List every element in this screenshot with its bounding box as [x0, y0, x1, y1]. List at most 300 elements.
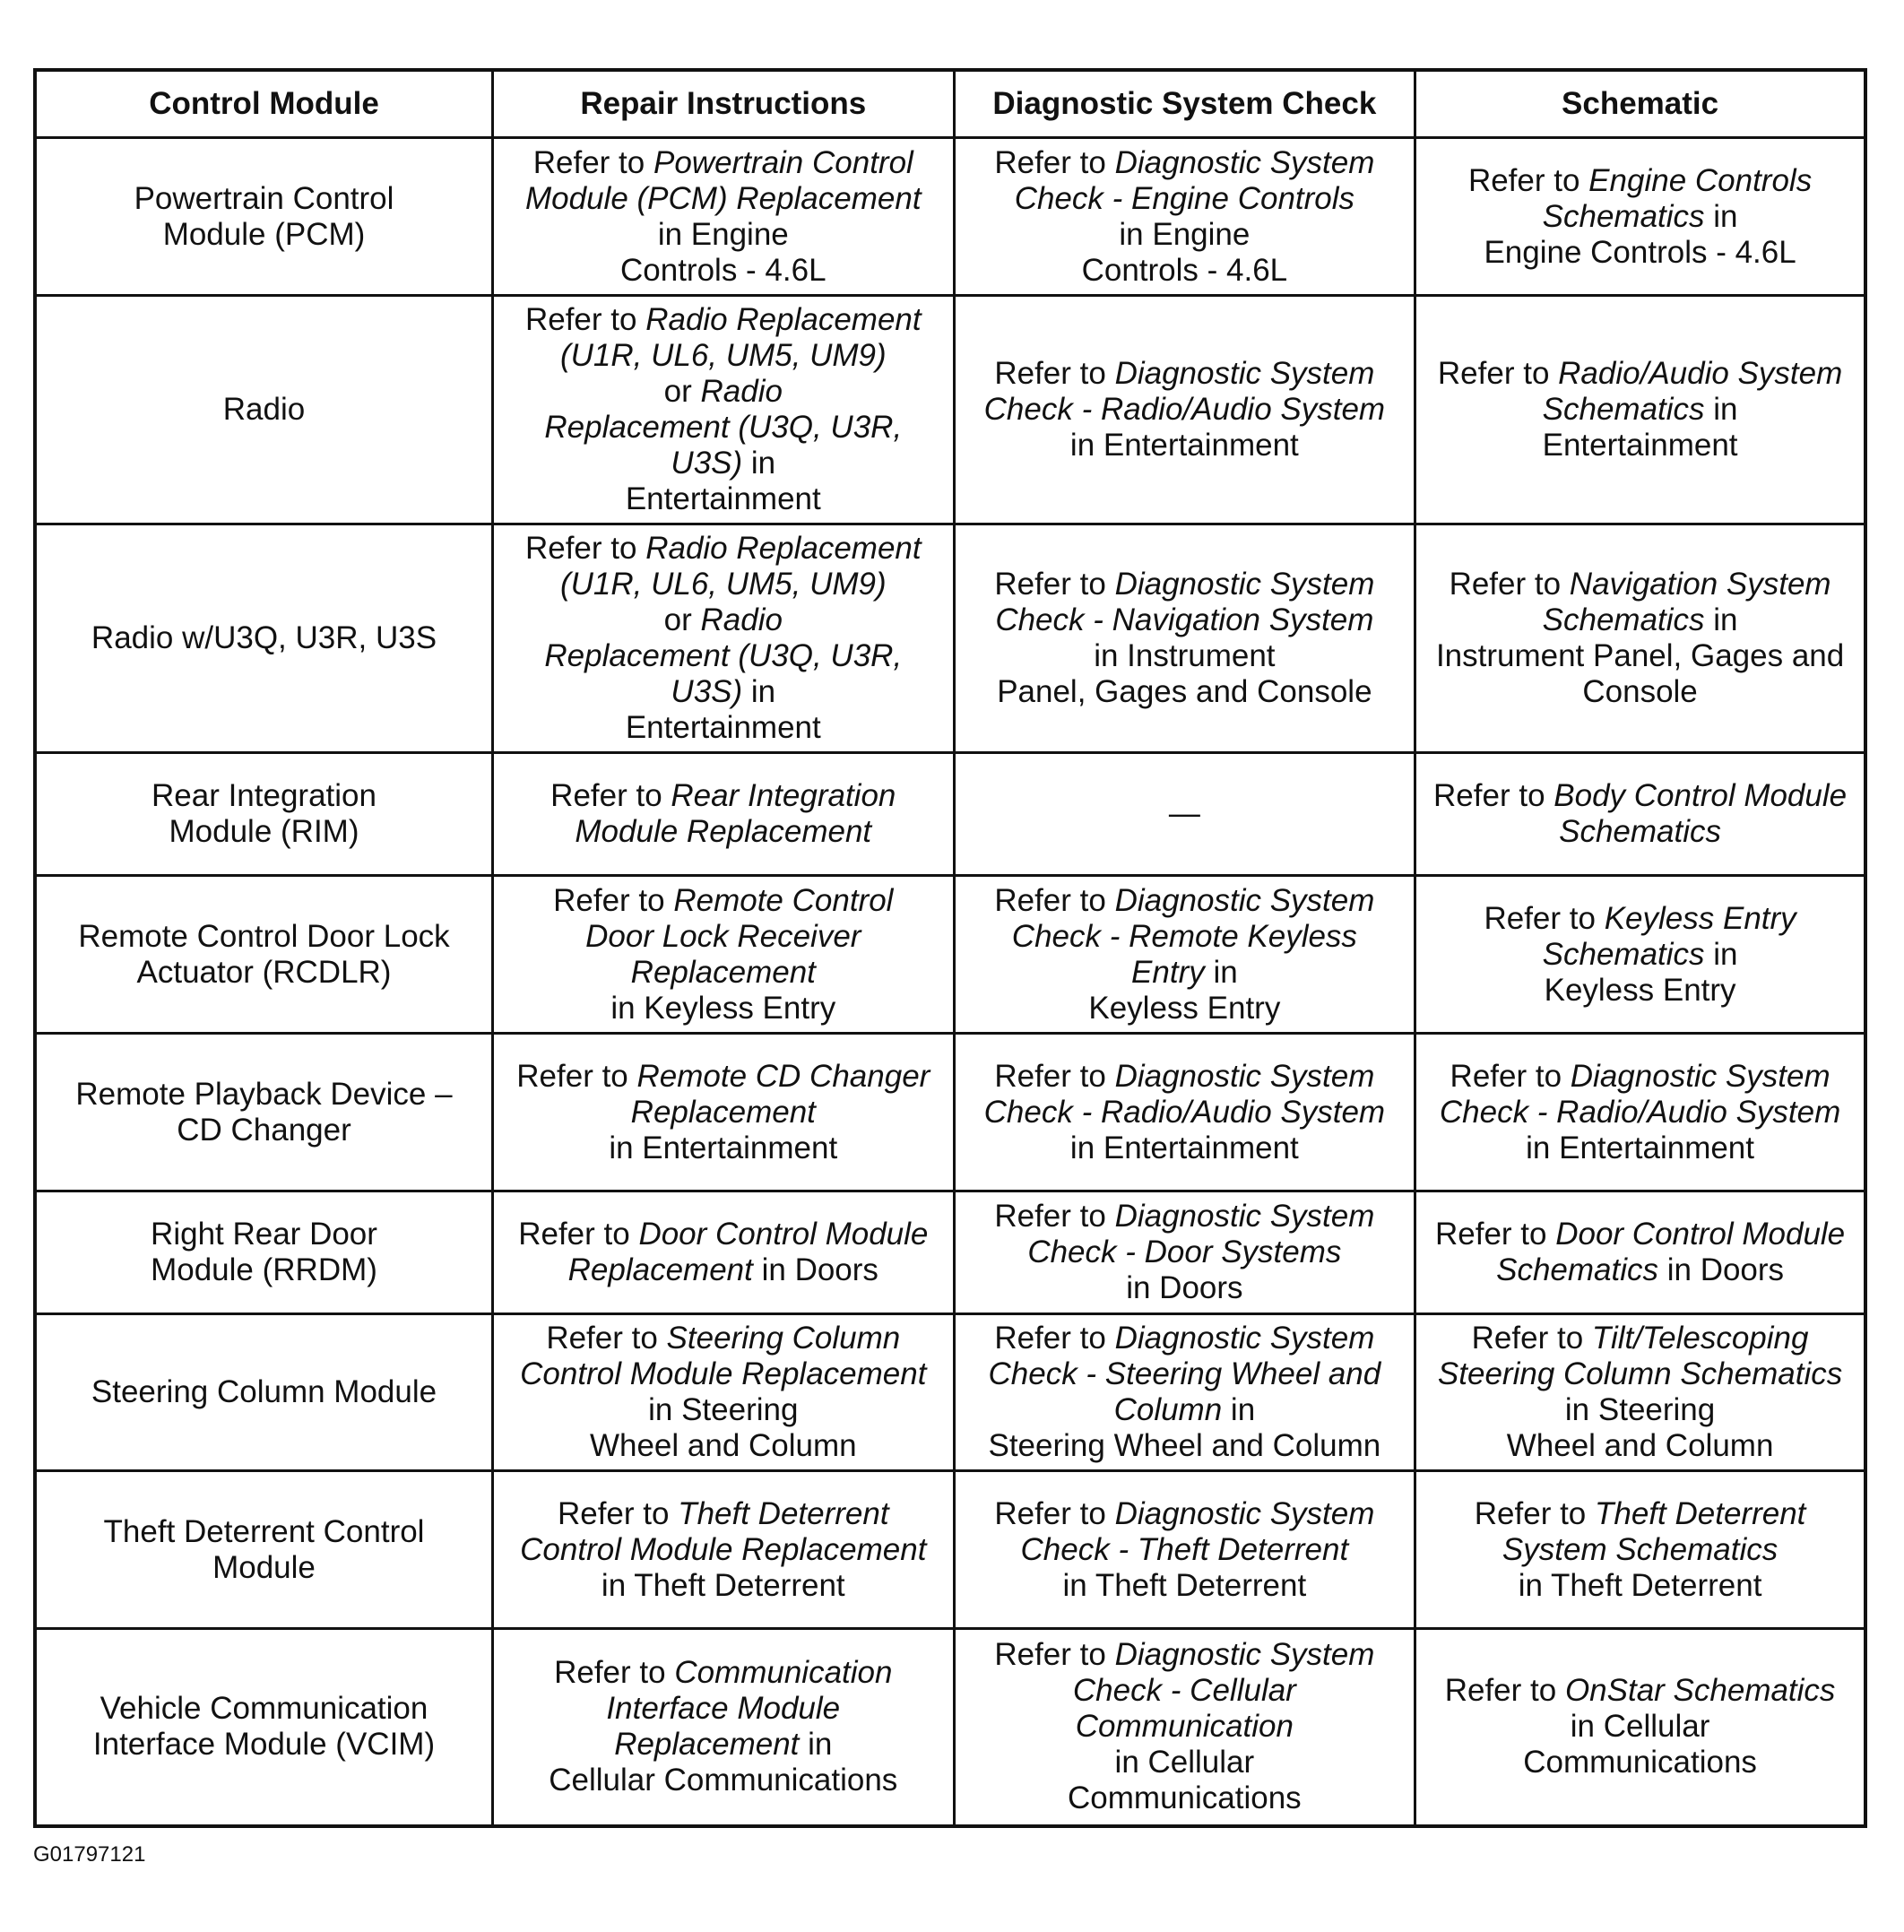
cell-line	[965, 1532, 1406, 1568]
cell-reference-title: Check - Theft Deterrent	[1020, 1531, 1349, 1567]
cell-reference-title: Door Lock Receiver	[585, 918, 861, 954]
cell-line	[503, 1691, 944, 1727]
cell-line	[1425, 1217, 1855, 1252]
cell-reference-title: Check - Radio/Audio System	[983, 1094, 1386, 1130]
cell-line	[503, 181, 944, 217]
cell-line	[1425, 1709, 1855, 1745]
cell-text: in Entertainment	[1526, 1130, 1755, 1165]
cell-reference-title: Schematics	[1542, 602, 1705, 637]
cell-line	[503, 1095, 944, 1131]
cell-reference-title: (U1R, UL6, UM5, UM9)	[559, 567, 887, 602]
cell-text: Refer to	[553, 882, 674, 918]
cell-text: in Engine	[657, 216, 789, 252]
cell-line	[46, 814, 482, 850]
cell-diagnostic-system-check	[954, 1471, 1415, 1629]
cell-line	[1425, 1568, 1855, 1604]
cell-line	[503, 374, 944, 410]
cell-line	[965, 1059, 1406, 1095]
cell-text: Refer to	[1450, 1058, 1571, 1094]
cell-reference-title: Control Module Replacement	[520, 1531, 927, 1567]
cell-line	[46, 620, 482, 656]
cell-line	[965, 181, 1406, 217]
cell-text: Refer to	[1471, 1321, 1592, 1356]
cell-reference-title: Theft Deterrent	[1595, 1495, 1806, 1531]
cell-line	[46, 1691, 482, 1727]
cell-reference-title: Check - Cellular	[1072, 1673, 1296, 1709]
cell-schematic	[1415, 753, 1865, 876]
cell-reference-title: Column	[1113, 1392, 1223, 1427]
cell-line	[965, 1568, 1406, 1604]
cell-line	[965, 217, 1406, 253]
cell-line	[1425, 392, 1855, 428]
cell-text: in	[1704, 392, 1738, 427]
cell-text: Refer to	[524, 302, 646, 337]
cell-reference-title: Diagnostic System	[1114, 1321, 1375, 1356]
cell-line	[965, 1270, 1406, 1306]
header-schematic: Schematic	[1415, 70, 1865, 138]
cell-reference-title: Module (PCM) Replacement	[525, 180, 922, 216]
cell-line	[1425, 1356, 1855, 1392]
cell-text: in	[742, 674, 776, 709]
cell-control-module	[35, 1629, 493, 1826]
cell-reference-title: Check - Engine Controls	[1014, 180, 1355, 216]
cell-text: in Keyless Entry	[610, 990, 836, 1026]
cell-text: CD Changer	[177, 1112, 351, 1148]
cell-control-module	[35, 876, 493, 1034]
cell-line	[1425, 778, 1855, 814]
cell-text: Refer to	[516, 1058, 637, 1094]
cell-control-module	[35, 1191, 493, 1314]
cell-reference-title: Schematics	[1542, 936, 1705, 972]
table-row	[35, 1471, 1865, 1629]
cell-line	[965, 428, 1406, 464]
cell-repair-instructions	[493, 753, 955, 876]
cell-text: Controls - 4.6L	[1081, 252, 1288, 288]
cell-line	[46, 1514, 482, 1550]
cell-reference-title: Replacement	[630, 954, 816, 990]
cell-diagnostic-system-check	[954, 1314, 1415, 1471]
cell-text: Module (PCM)	[162, 216, 366, 252]
cell-line	[965, 1095, 1406, 1131]
cell-line	[46, 1113, 482, 1148]
cell-line	[503, 1428, 944, 1464]
cell-reference-title: Check - Remote Keyless	[1011, 918, 1357, 954]
cell-line	[503, 145, 944, 181]
cell-schematic	[1415, 876, 1865, 1034]
cell-line	[1425, 602, 1855, 638]
cell-reference-title: Navigation System	[1569, 567, 1831, 602]
cell-text: Steering Wheel and Column	[988, 1428, 1381, 1463]
cell-diagnostic-system-check	[954, 1629, 1415, 1826]
cell-diagnostic-system-check	[954, 524, 1415, 753]
cell-line	[965, 1235, 1406, 1270]
cell-text: Module (RIM)	[169, 814, 359, 849]
cell-line	[503, 1392, 944, 1428]
cell-control-module	[35, 1034, 493, 1191]
cell-text: in	[1222, 1392, 1256, 1427]
cell-line	[503, 338, 944, 374]
cell-text: Refer to	[994, 356, 1115, 391]
cell-text: in	[799, 1727, 833, 1763]
cell-schematic	[1415, 138, 1865, 296]
cell-reference-title: Radio	[700, 602, 783, 637]
cell-text: Refer to	[532, 144, 653, 180]
cell-text: Refer to	[1437, 356, 1559, 391]
cell-line	[503, 1217, 944, 1252]
cell-reference-title: Schematics	[1542, 392, 1705, 427]
cell-text: Refer to	[994, 144, 1115, 180]
cell-reference-title: Door Control Module	[638, 1217, 929, 1252]
cell-line	[965, 1496, 1406, 1532]
cell-text: in	[1704, 198, 1738, 234]
cell-text: in Doors	[1126, 1270, 1243, 1305]
cell-reference-title: Diagnostic System	[1114, 1058, 1375, 1094]
cell-reference-title: Replacement (U3Q, U3R,	[544, 638, 903, 673]
cell-line	[46, 1077, 482, 1113]
cell-line	[503, 638, 944, 674]
cell-reference-title: System Schematics	[1502, 1531, 1779, 1567]
cell-reference-title: Steering Column	[666, 1321, 901, 1356]
cell-line	[46, 1550, 482, 1586]
cell-diagnostic-system-check	[954, 138, 1415, 296]
cell-repair-instructions	[493, 296, 955, 524]
cell-text: in Steering	[1564, 1392, 1716, 1427]
table-row	[35, 1314, 1865, 1471]
cell-text: Refer to	[994, 882, 1115, 918]
cell-control-module	[35, 1314, 493, 1471]
cell-reference-title: Module Replacement	[575, 814, 872, 849]
table-row	[35, 524, 1865, 753]
cell-text: Radio w/U3Q, U3R, U3S	[91, 620, 437, 655]
cell-line	[1425, 814, 1855, 850]
cell-text: in Theft Deterrent	[1518, 1567, 1762, 1603]
cell-text: in Entertainment	[609, 1130, 838, 1165]
cell-schematic	[1415, 1034, 1865, 1191]
cell-reference-title: Check - Radio/Audio System	[1439, 1094, 1841, 1130]
cell-reference-title: Schematics	[1496, 1252, 1658, 1287]
table-row	[35, 1034, 1865, 1191]
cell-diagnostic-system-check	[954, 876, 1415, 1034]
cell-line	[1425, 1059, 1855, 1095]
cell-line	[965, 674, 1406, 710]
cell-line	[503, 674, 944, 710]
cell-line	[503, 1059, 944, 1095]
cell-reference-title: Check - Door Systems	[1027, 1235, 1342, 1269]
cell-line	[965, 253, 1406, 289]
cell-text: Cellular Communications	[549, 1763, 898, 1798]
table-row	[35, 753, 1865, 876]
cell-line	[503, 1532, 944, 1568]
cell-control-module	[35, 296, 493, 524]
cell-line	[1425, 901, 1855, 937]
cell-line	[1425, 1745, 1855, 1780]
cell-line	[965, 1709, 1406, 1745]
cell-reference-title: U3S)	[671, 446, 743, 481]
cell-text: Right Rear Door	[151, 1217, 377, 1252]
cell-reference-title: Steering Column Schematics	[1437, 1356, 1843, 1391]
cell-line	[1425, 937, 1855, 973]
cell-line	[503, 1252, 944, 1288]
cell-line	[1425, 567, 1855, 602]
cell-line	[965, 145, 1406, 181]
header-repair-instructions: Repair Instructions	[493, 70, 955, 138]
cell-line	[965, 991, 1406, 1027]
cell-line	[503, 778, 944, 814]
cell-line	[1425, 1321, 1855, 1356]
cell-text: Module (RRDM)	[151, 1252, 377, 1287]
cell-line	[965, 919, 1406, 955]
cell-text: in	[742, 446, 776, 481]
cell-line	[1425, 1428, 1855, 1464]
cell-line	[503, 253, 944, 289]
cell-text: Refer to	[1484, 900, 1605, 936]
cell-line	[503, 1655, 944, 1691]
table-row	[35, 876, 1865, 1034]
cell-line	[1425, 1496, 1855, 1532]
cell-text: in Instrument	[1094, 638, 1276, 673]
cell-reference-title: Powertrain Control	[653, 144, 913, 180]
cell-text: Powertrain Control	[134, 180, 394, 216]
cell-text: in	[1704, 602, 1738, 637]
cell-text: Refer to	[554, 1655, 675, 1691]
cell-line	[503, 1496, 944, 1532]
cell-text: in Doors	[752, 1252, 878, 1287]
cell-text: Steering Column Module	[91, 1374, 437, 1409]
cell-control-module	[35, 1471, 493, 1629]
cell-line	[1425, 973, 1855, 1009]
cell-text: Entertainment	[625, 710, 821, 745]
cell-text: Refer to	[1444, 1673, 1565, 1709]
cell-line	[503, 602, 944, 638]
cell-text: Keyless Entry	[1544, 972, 1736, 1008]
cell-reference-title: Remote Control	[673, 882, 894, 918]
cell-text: —	[1168, 796, 1200, 831]
cell-repair-instructions	[493, 1629, 955, 1826]
cell-text: Refer to	[1434, 1217, 1556, 1252]
cell-line	[965, 1428, 1406, 1464]
cell-line	[503, 531, 944, 567]
cell-line	[1425, 1252, 1855, 1288]
cell-reference-title: Keyless Entry	[1604, 900, 1796, 936]
cell-line	[503, 446, 944, 481]
cell-reference-title: Diagnostic System	[1114, 144, 1375, 180]
cell-line	[965, 567, 1406, 602]
cell-repair-instructions	[493, 1314, 955, 1471]
cell-line	[1425, 356, 1855, 392]
cell-reference-title: Communication	[1075, 1709, 1294, 1745]
cell-text: Wheel and Column	[589, 1428, 857, 1463]
table-row	[35, 296, 1865, 524]
cell-text: Vehicle Communication	[100, 1691, 428, 1727]
cell-line	[46, 217, 482, 253]
table-body	[35, 138, 1865, 1826]
cell-text: Communications	[1523, 1745, 1757, 1780]
cell-text: Engine Controls - 4.6L	[1484, 234, 1796, 270]
table-row	[35, 138, 1865, 296]
cell-schematic	[1415, 1314, 1865, 1471]
cell-line	[965, 1780, 1406, 1816]
cell-diagnostic-system-check	[954, 1191, 1415, 1314]
cell-repair-instructions	[493, 1034, 955, 1191]
cell-reference-title: Check - Steering Wheel and	[988, 1356, 1381, 1391]
cell-reference-title: Replacement (U3Q, U3R,	[544, 410, 903, 445]
cell-reference-title: Radio Replacement	[645, 531, 922, 566]
cell-reference-title: Replacement	[614, 1727, 800, 1763]
cell-text: in Entertainment	[1069, 1130, 1299, 1165]
cell-text: Refer to	[994, 1058, 1115, 1094]
cell-text: Refer to	[1449, 567, 1570, 602]
cell-line	[503, 1356, 944, 1392]
cell-line	[503, 710, 944, 746]
cell-text: Keyless Entry	[1088, 990, 1281, 1026]
cell-text: Actuator (RCDLR)	[136, 954, 392, 990]
cell-line	[503, 481, 944, 517]
cell-line	[1425, 638, 1855, 674]
cell-text: Refer to	[557, 1495, 679, 1531]
cell-schematic	[1415, 524, 1865, 753]
cell-line	[965, 1131, 1406, 1166]
header-control-module: Control Module	[35, 70, 493, 138]
cell-line	[1425, 1673, 1855, 1709]
control-module-table	[33, 68, 1867, 1828]
cell-line	[1425, 235, 1855, 271]
cell-reference-title: OnStar Schematics	[1564, 1673, 1836, 1709]
cell-line	[1425, 1392, 1855, 1428]
cell-line	[46, 392, 482, 428]
cell-reference-title: Door Control Module	[1555, 1217, 1846, 1252]
cell-line	[46, 1727, 482, 1763]
cell-line	[965, 1392, 1406, 1428]
table-row	[35, 1191, 1865, 1314]
cell-text: in Entertainment	[1069, 428, 1299, 463]
cell-line	[503, 1727, 944, 1763]
cell-reference-title: Rear Integration	[671, 778, 896, 813]
cell-line	[503, 1763, 944, 1798]
cell-line	[503, 814, 944, 850]
cell-reference-title: Radio/Audio System	[1558, 356, 1843, 391]
cell-reference-title: Communication	[674, 1655, 893, 1691]
cell-line	[965, 883, 1406, 919]
cell-line	[965, 392, 1406, 428]
cell-line	[503, 1131, 944, 1166]
cell-line	[965, 955, 1406, 991]
cell-line	[46, 1252, 482, 1288]
cell-text: Communications	[1068, 1780, 1302, 1816]
cell-text: Refer to	[524, 531, 646, 566]
cell-reference-title: Interface Module	[606, 1691, 841, 1727]
cell-control-module	[35, 138, 493, 296]
cell-diagnostic-system-check	[954, 296, 1415, 524]
table-row	[35, 1629, 1865, 1826]
cell-line	[965, 1321, 1406, 1356]
cell-repair-instructions	[493, 1191, 955, 1314]
cell-line	[965, 1745, 1406, 1780]
cell-text: Refer to	[518, 1217, 639, 1252]
cell-reference-title: Check - Navigation System	[995, 602, 1374, 637]
cell-line	[965, 1356, 1406, 1392]
cell-text: in Cellular	[1570, 1709, 1710, 1745]
cell-text: Refer to	[994, 1637, 1115, 1673]
cell-reference-title: Diagnostic System	[1114, 1495, 1375, 1531]
cell-text: Remote Control Door Lock	[78, 918, 450, 954]
cell-text: in	[1204, 954, 1238, 990]
cell-text: in Cellular	[1114, 1745, 1255, 1780]
cell-text: Refer to	[994, 1495, 1115, 1531]
cell-text: Controls - 4.6L	[620, 252, 827, 288]
cell-line	[1425, 1131, 1855, 1166]
cell-reference-title: Replacement	[567, 1252, 753, 1287]
cell-line	[503, 217, 944, 253]
cell-text: Refer to	[994, 1321, 1115, 1356]
cell-line	[965, 602, 1406, 638]
cell-reference-title: Diagnostic System	[1114, 356, 1375, 391]
cell-repair-instructions	[493, 138, 955, 296]
cell-reference-title: Check - Radio/Audio System	[983, 392, 1386, 427]
cell-reference-title: Radio Replacement	[645, 302, 922, 337]
cell-text: Refer to	[1467, 162, 1589, 198]
cell-text: Module	[212, 1549, 316, 1585]
cell-reference-title: Schematics	[1542, 198, 1705, 234]
cell-text: in Doors	[1658, 1252, 1785, 1287]
cell-line	[503, 1568, 944, 1604]
cell-line	[965, 638, 1406, 674]
cell-text: Interface Module (VCIM)	[92, 1727, 436, 1763]
cell-text: Refer to	[550, 778, 671, 813]
cell-schematic	[1415, 1191, 1865, 1314]
cell-line	[965, 1199, 1406, 1235]
cell-line	[1425, 1095, 1855, 1131]
cell-text: Refer to	[994, 567, 1115, 602]
cell-text: in Theft Deterrent	[601, 1567, 845, 1603]
cell-text: Radio	[222, 392, 306, 427]
cell-text: Wheel and Column	[1506, 1428, 1774, 1463]
cell-reference-title: Remote CD Changer	[636, 1058, 930, 1094]
cell-text: Panel, Gages and Console	[997, 674, 1372, 709]
cell-diagnostic-system-check	[954, 753, 1415, 876]
cell-text: Refer to	[1433, 778, 1554, 813]
cell-line	[503, 410, 944, 446]
cell-reference-title: Schematics	[1559, 814, 1722, 849]
cell-text: Entertainment	[1542, 428, 1738, 463]
cell-repair-instructions	[493, 524, 955, 753]
cell-line	[503, 883, 944, 919]
cell-schematic	[1415, 296, 1865, 524]
cell-reference-title: Diagnostic System	[1114, 882, 1375, 918]
cell-repair-instructions	[493, 876, 955, 1034]
cell-line	[503, 1321, 944, 1356]
cell-reference-title: Theft Deterrent	[678, 1495, 889, 1531]
cell-reference-title: Diagnostic System	[1114, 1199, 1375, 1234]
cell-line	[46, 181, 482, 217]
cell-repair-instructions	[493, 1471, 955, 1629]
cell-reference-title: Tilt/Telescoping	[1591, 1321, 1809, 1356]
cell-line	[1425, 674, 1855, 710]
table-header-row	[35, 70, 1865, 138]
cell-diagnostic-system-check	[954, 1034, 1415, 1191]
header-diagnostic-system-check: Diagnostic System Check	[954, 70, 1415, 138]
cell-text: in Theft Deterrent	[1062, 1567, 1307, 1603]
cell-text: Rear Integration	[151, 778, 376, 813]
cell-text: Refer to	[1474, 1495, 1595, 1531]
cell-line	[46, 919, 482, 955]
cell-line	[965, 1637, 1406, 1673]
cell-control-module	[35, 753, 493, 876]
cell-line	[46, 1374, 482, 1410]
cell-text: Remote Playback Device –	[75, 1076, 453, 1112]
cell-reference-title: Entry	[1131, 954, 1205, 990]
cell-line	[46, 778, 482, 814]
cell-reference-title: Body Control Module	[1553, 778, 1848, 813]
